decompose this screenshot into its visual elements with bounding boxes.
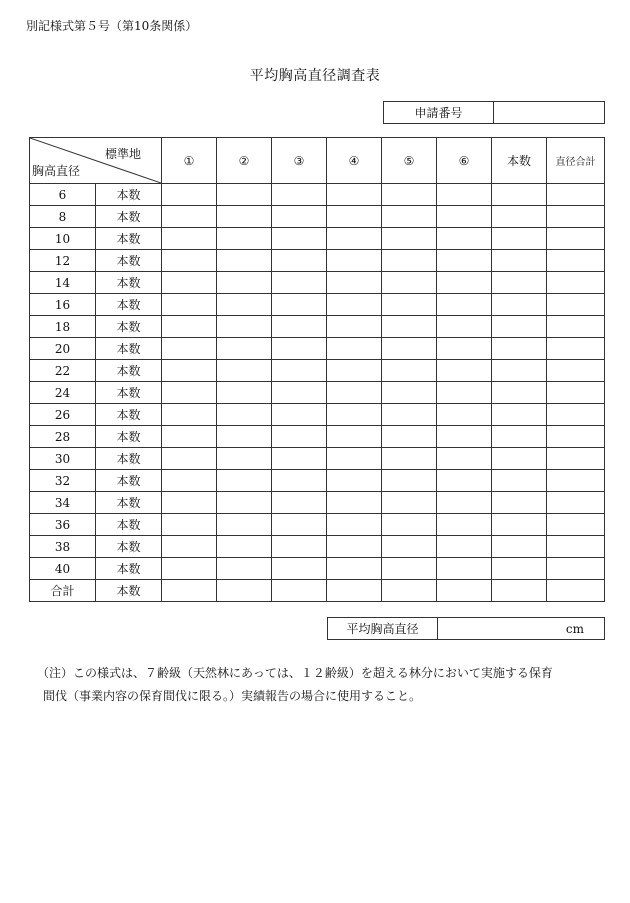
row-unit-cell: 本数 [96, 272, 162, 294]
diameter-total-entry-cell[interactable] [547, 206, 605, 228]
plot-2-entry-cell[interactable] [217, 404, 272, 426]
row-unit-cell: 本数 [96, 426, 162, 448]
row-unit-cell: 本数 [96, 470, 162, 492]
count-total-entry-cell[interactable] [492, 382, 547, 404]
diameter-class-cell: 22 [30, 360, 96, 382]
plot-2-entry-cell[interactable] [217, 272, 272, 294]
corner-header-cell [30, 138, 162, 184]
plot-2-entry-cell[interactable] [217, 382, 272, 404]
diameter-total-entry-cell[interactable] [547, 448, 605, 470]
plot-3-entry-cell[interactable] [272, 272, 327, 294]
row-unit-cell: 本数 [96, 514, 162, 536]
plot-3-entry-cell[interactable] [272, 228, 327, 250]
row-unit-cell: 本数 [96, 184, 162, 206]
average-diameter-field[interactable] [438, 618, 605, 640]
row-unit-cell: 本数 [96, 316, 162, 338]
count-total-entry-cell[interactable] [492, 536, 547, 558]
table-row [30, 580, 605, 602]
count-total-entry-cell[interactable] [492, 558, 547, 580]
plot-header-3: ③ [272, 138, 327, 184]
row-unit-cell: 本数 [96, 580, 162, 602]
plot-3-entry-cell[interactable] [272, 338, 327, 360]
plot-4-entry-cell[interactable] [327, 206, 382, 228]
table-body [30, 184, 605, 602]
plot-6-entry-cell[interactable] [437, 382, 492, 404]
count-total-entry-cell[interactable] [492, 184, 547, 206]
diameter-class-cell: 8 [30, 206, 96, 228]
plot-6-entry-cell[interactable] [437, 206, 492, 228]
diameter-class-cell: 14 [30, 272, 96, 294]
count-total-entry-cell[interactable] [492, 206, 547, 228]
plot-1-entry-cell[interactable] [162, 184, 217, 206]
diameter-total-entry-cell[interactable] [547, 470, 605, 492]
diameter-survey-table [29, 137, 605, 602]
plot-5-entry-cell[interactable] [382, 536, 437, 558]
diameter-class-cell: 32 [30, 470, 96, 492]
plot-5-entry-cell[interactable] [382, 558, 437, 580]
plot-4-entry-cell[interactable] [327, 470, 382, 492]
plot-1-entry-cell[interactable] [162, 294, 217, 316]
plot-1-entry-cell[interactable] [162, 272, 217, 294]
count-total-entry-cell[interactable] [492, 426, 547, 448]
footnote [37, 662, 612, 708]
table-row [30, 206, 605, 228]
diameter-total-header: 直径合計 [547, 138, 605, 184]
table-row [30, 536, 605, 558]
plot-4-entry-cell[interactable] [327, 514, 382, 536]
diameter-class-cell: 12 [30, 250, 96, 272]
row-unit-cell: 本数 [96, 448, 162, 470]
row-unit-cell: 本数 [96, 250, 162, 272]
plot-1-entry-cell[interactable] [162, 250, 217, 272]
count-total-entry-cell[interactable] [492, 492, 547, 514]
plot-2-entry-cell[interactable] [217, 536, 272, 558]
diameter-class-cell: 合計 [30, 580, 96, 602]
plot-4-entry-cell[interactable] [327, 184, 382, 206]
count-total-entry-cell[interactable] [492, 404, 547, 426]
plot-5-entry-cell[interactable] [382, 382, 437, 404]
footnote-line-2: 間伐（事業内容の保育間伐に限る。）実績報告の場合に使用すること。 [43, 689, 422, 703]
diameter-total-entry-cell[interactable] [547, 250, 605, 272]
plot-6-entry-cell[interactable] [437, 184, 492, 206]
plot-5-entry-cell[interactable] [382, 514, 437, 536]
plot-2-entry-cell[interactable] [217, 250, 272, 272]
plot-6-entry-cell[interactable] [437, 580, 492, 602]
diameter-class-cell: 6 [30, 184, 96, 206]
plot-1-entry-cell[interactable] [162, 228, 217, 250]
plot-3-entry-cell[interactable] [272, 580, 327, 602]
plot-6-entry-cell[interactable] [437, 426, 492, 448]
row-unit-cell: 本数 [96, 382, 162, 404]
plot-6-entry-cell[interactable] [437, 360, 492, 382]
plot-4-entry-cell[interactable] [327, 272, 382, 294]
plot-header-2: ② [217, 138, 272, 184]
table-row [30, 316, 605, 338]
plot-6-entry-cell[interactable] [437, 448, 492, 470]
table-row [30, 272, 605, 294]
row-unit-cell: 本数 [96, 338, 162, 360]
plot-2-entry-cell[interactable] [217, 184, 272, 206]
plot-1-entry-cell[interactable] [162, 404, 217, 426]
diameter-total-entry-cell[interactable] [547, 536, 605, 558]
plot-5-entry-cell[interactable] [382, 360, 437, 382]
count-total-entry-cell[interactable] [492, 250, 547, 272]
plot-6-entry-cell[interactable] [437, 316, 492, 338]
plot-6-entry-cell[interactable] [437, 228, 492, 250]
plot-5-entry-cell[interactable] [382, 492, 437, 514]
plot-5-entry-cell[interactable] [382, 184, 437, 206]
plot-1-entry-cell[interactable] [162, 382, 217, 404]
diameter-total-entry-cell[interactable] [547, 492, 605, 514]
plot-5-entry-cell[interactable] [382, 316, 437, 338]
row-unit-cell: 本数 [96, 536, 162, 558]
plot-4-entry-cell[interactable] [327, 382, 382, 404]
plot-5-entry-cell[interactable] [382, 250, 437, 272]
table-row [30, 294, 605, 316]
diameter-class-cell: 30 [30, 448, 96, 470]
table-row [30, 360, 605, 382]
plot-1-entry-cell[interactable] [162, 492, 217, 514]
plot-4-entry-cell[interactable] [327, 580, 382, 602]
plot-1-entry-cell[interactable] [162, 426, 217, 448]
plot-2-entry-cell[interactable] [217, 426, 272, 448]
count-total-entry-cell[interactable] [492, 448, 547, 470]
plot-header-5: ⑤ [382, 138, 437, 184]
diameter-class-cell: 18 [30, 316, 96, 338]
plot-4-entry-cell[interactable] [327, 228, 382, 250]
plot-3-entry-cell[interactable] [272, 250, 327, 272]
plot-5-entry-cell[interactable] [382, 294, 437, 316]
table-row [30, 184, 605, 206]
plot-2-entry-cell[interactable] [217, 448, 272, 470]
count-total-entry-cell[interactable] [492, 338, 547, 360]
plot-6-entry-cell[interactable] [437, 272, 492, 294]
plot-6-entry-cell[interactable] [437, 294, 492, 316]
plot-header-1: ① [162, 138, 217, 184]
plot-3-entry-cell[interactable] [272, 514, 327, 536]
plot-3-entry-cell[interactable] [272, 316, 327, 338]
plot-3-entry-cell[interactable] [272, 206, 327, 228]
plot-5-entry-cell[interactable] [382, 470, 437, 492]
row-unit-cell: 本数 [96, 492, 162, 514]
plot-1-entry-cell[interactable] [162, 558, 217, 580]
plot-6-entry-cell[interactable] [437, 558, 492, 580]
plot-1-entry-cell[interactable] [162, 360, 217, 382]
diameter-total-entry-cell[interactable] [547, 184, 605, 206]
form-reference: 別記様式第５号（第10条関係） [26, 19, 198, 33]
plot-3-entry-cell[interactable] [272, 448, 327, 470]
diameter-total-entry-cell[interactable] [547, 580, 605, 602]
diameter-class-cell: 36 [30, 514, 96, 536]
diameter-class-cell: 40 [30, 558, 96, 580]
table-row [30, 250, 605, 272]
plot-1-entry-cell[interactable] [162, 536, 217, 558]
row-unit-cell: 本数 [96, 558, 162, 580]
plot-5-entry-cell[interactable] [382, 404, 437, 426]
diameter-total-entry-cell[interactable] [547, 294, 605, 316]
plot-2-entry-cell[interactable] [217, 514, 272, 536]
plot-5-entry-cell[interactable] [382, 206, 437, 228]
count-total-entry-cell[interactable] [492, 228, 547, 250]
average-diameter-label: 平均胸高直径 [328, 618, 438, 640]
row-unit-cell: 本数 [96, 404, 162, 426]
plot-2-entry-cell[interactable] [217, 360, 272, 382]
plot-1-entry-cell[interactable] [162, 316, 217, 338]
plot-1-entry-cell[interactable] [162, 338, 217, 360]
diameter-total-entry-cell[interactable] [547, 426, 605, 448]
plot-4-entry-cell[interactable] [327, 316, 382, 338]
row-unit-cell: 本数 [96, 360, 162, 382]
diameter-total-entry-cell[interactable] [547, 316, 605, 338]
plot-6-entry-cell[interactable] [437, 492, 492, 514]
corner-header-plot-label: 標準地 [104, 147, 141, 161]
plot-5-entry-cell[interactable] [382, 228, 437, 250]
plot-4-entry-cell[interactable] [327, 448, 382, 470]
count-total-entry-cell[interactable] [492, 470, 547, 492]
plot-4-entry-cell[interactable] [327, 426, 382, 448]
plot-5-entry-cell[interactable] [382, 580, 437, 602]
count-total-entry-cell[interactable] [492, 294, 547, 316]
plot-3-entry-cell[interactable] [272, 558, 327, 580]
diameter-total-entry-cell[interactable] [547, 338, 605, 360]
plot-2-entry-cell[interactable] [217, 338, 272, 360]
plot-3-entry-cell[interactable] [272, 404, 327, 426]
diameter-class-cell: 28 [30, 426, 96, 448]
plot-header-4: ④ [327, 138, 382, 184]
plot-6-entry-cell[interactable] [437, 250, 492, 272]
diameter-total-entry-cell[interactable] [547, 514, 605, 536]
plot-3-entry-cell[interactable] [272, 426, 327, 448]
plot-4-entry-cell[interactable] [327, 404, 382, 426]
plot-6-entry-cell[interactable] [437, 470, 492, 492]
plot-5-entry-cell[interactable] [382, 272, 437, 294]
plot-5-entry-cell[interactable] [382, 448, 437, 470]
plot-2-entry-cell[interactable] [217, 558, 272, 580]
corner-header-diameter-label: 胸高直径 [32, 164, 81, 178]
plot-4-entry-cell[interactable] [327, 294, 382, 316]
table-header-row [30, 138, 605, 184]
table-row [30, 470, 605, 492]
diameter-total-entry-cell[interactable] [547, 404, 605, 426]
plot-1-entry-cell[interactable] [162, 514, 217, 536]
plot-4-entry-cell[interactable] [327, 558, 382, 580]
plot-5-entry-cell[interactable] [382, 426, 437, 448]
footnote-line-1: （注）この様式は、７齢級（天然林にあっては、１２齢級）を超える林分において実施する保育 [37, 666, 553, 680]
table-row [30, 228, 605, 250]
plot-1-entry-cell[interactable] [162, 580, 217, 602]
row-unit-cell: 本数 [96, 294, 162, 316]
table-row [30, 514, 605, 536]
diameter-class-cell: 38 [30, 536, 96, 558]
plot-6-entry-cell[interactable] [437, 404, 492, 426]
row-unit-cell: 本数 [96, 228, 162, 250]
diameter-total-entry-cell[interactable] [547, 272, 605, 294]
count-total-entry-cell[interactable] [492, 272, 547, 294]
row-unit-cell: 本数 [96, 206, 162, 228]
diameter-class-cell: 24 [30, 382, 96, 404]
plot-2-entry-cell[interactable] [217, 580, 272, 602]
plot-2-entry-cell[interactable] [217, 206, 272, 228]
diameter-class-cell: 26 [30, 404, 96, 426]
plot-5-entry-cell[interactable] [382, 338, 437, 360]
count-total-entry-cell[interactable] [492, 514, 547, 536]
plot-6-entry-cell[interactable] [437, 536, 492, 558]
plot-2-entry-cell[interactable] [217, 228, 272, 250]
table-row [30, 382, 605, 404]
plot-4-entry-cell[interactable] [327, 360, 382, 382]
application-number-field[interactable] [494, 102, 605, 124]
plot-2-entry-cell[interactable] [217, 492, 272, 514]
diameter-total-entry-cell[interactable] [547, 228, 605, 250]
plot-3-entry-cell[interactable] [272, 536, 327, 558]
table-row [30, 338, 605, 360]
plot-header-6: ⑥ [437, 138, 492, 184]
plot-3-entry-cell[interactable] [272, 360, 327, 382]
plot-6-entry-cell[interactable] [437, 514, 492, 536]
count-total-entry-cell[interactable] [492, 316, 547, 338]
table-row [30, 448, 605, 470]
diameter-class-cell: 10 [30, 228, 96, 250]
plot-1-entry-cell[interactable] [162, 448, 217, 470]
table-row [30, 404, 605, 426]
plot-3-entry-cell[interactable] [272, 492, 327, 514]
table-row [30, 492, 605, 514]
count-header: 本数 [492, 138, 547, 184]
count-total-entry-cell[interactable] [492, 360, 547, 382]
plot-2-entry-cell[interactable] [217, 470, 272, 492]
table-row [30, 558, 605, 580]
plot-6-entry-cell[interactable] [437, 338, 492, 360]
diameter-class-cell: 20 [30, 338, 96, 360]
plot-1-entry-cell[interactable] [162, 206, 217, 228]
page-title: 平均胸高直径調査表 [249, 68, 381, 84]
table-row [30, 426, 605, 448]
plot-3-entry-cell[interactable] [272, 294, 327, 316]
diameter-class-cell: 16 [30, 294, 96, 316]
plot-2-entry-cell[interactable] [217, 294, 272, 316]
application-number-table [383, 101, 605, 124]
plot-3-entry-cell[interactable] [272, 470, 327, 492]
diameter-total-entry-cell[interactable] [547, 382, 605, 404]
plot-1-entry-cell[interactable] [162, 470, 217, 492]
diameter-class-cell: 34 [30, 492, 96, 514]
plot-4-entry-cell[interactable] [327, 492, 382, 514]
count-total-entry-cell[interactable] [492, 580, 547, 602]
average-diameter-table [327, 617, 605, 640]
diameter-total-entry-cell[interactable] [547, 558, 605, 580]
application-number-label: 申請番号 [384, 102, 494, 124]
plot-4-entry-cell[interactable] [327, 250, 382, 272]
plot-3-entry-cell[interactable] [272, 382, 327, 404]
average-diameter-unit: cm [565, 621, 584, 636]
plot-3-entry-cell[interactable] [272, 184, 327, 206]
plot-4-entry-cell[interactable] [327, 338, 382, 360]
diameter-total-entry-cell[interactable] [547, 360, 605, 382]
plot-2-entry-cell[interactable] [217, 316, 272, 338]
plot-4-entry-cell[interactable] [327, 536, 382, 558]
